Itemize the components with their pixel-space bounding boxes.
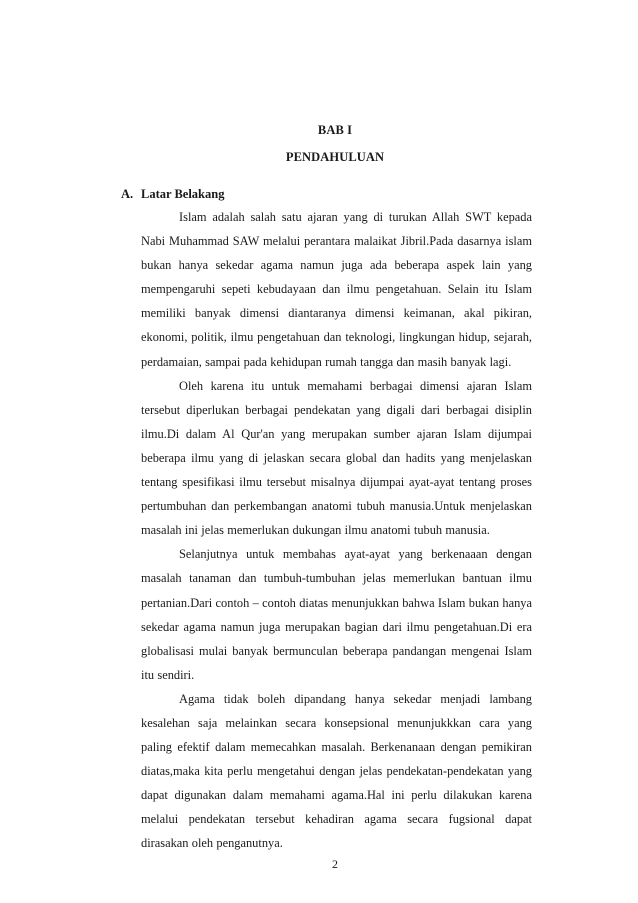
chapter-title: PENDAHULUAN xyxy=(285,150,385,164)
section-marker: A. xyxy=(121,187,134,201)
paragraph-4: Agama tidak boleh dipandang hanya sekedar menjadi lambang kesalehan saja melainkan secara konsepsional menunjukkkan cara yang paling efektif dalam memecahkan masalah. Berkenanaan dengan pemikiran diatas,maka kita perlu mengetahui dengan jelas pendekatan-pendekatan yang dapat digunakan dalam memahami agama.Hal ini perlu dilakukan karena melalui pendekatan tersebut kehadiran agama secara fugsional dapat dirasakan oleh penganutnya. xyxy=(141,691,532,851)
chapter-number: BAB I xyxy=(317,123,353,137)
paragraph-1: Islam adalah salah satu ajaran yang di turukan Allah SWT kepada Nabi Muhammad SAW melalui perantara malaikat Jibril.Pada dasarnya islam bukan hanya sekedar agama namun juga ada beberapa aspek lain yang mempengaruhi sepeti kebudayaan dan ilmu pengetahuan. Selain itu Islam memiliki banyak dimensi diantaranya dimensi keimanan, akal pikiran, ekonomi, politik, ilmu pengetahuan dan teknologi, lingkungan hidup, sejarah, perdamaian, sampai pada kehidupan rumah tangga dan masih banyak lagi. xyxy=(141,210,532,369)
page-number: 2 xyxy=(332,857,338,871)
paragraph-2: Oleh karena itu untuk memahami berbagai dimensi ajaran Islam tersebut diperlukan berbagai pendekatan yang digali dari berbagai disiplin ilmu.Di dalam Al Qur'an yang merupakan sumber ajaran Islam dijumpai beberapa ilmu yang di jelaskan secara global dan hadits yang menjelaskan tentang spesifikasi ilmu tersebut misalnya dijumpai ayat-ayat tentang proses pertumbuhan dan perkembangan anatomi tubuh manusia.Untuk menjelaskan masalah ini jelas memerlukan dukungan ilmu anatomi tubuh manusia. xyxy=(141,378,532,538)
section-title: Latar Belakang xyxy=(141,187,225,201)
body-text xyxy=(141,205,532,856)
section-heading xyxy=(121,186,224,202)
paragraph-3: Selanjutnya untuk membahas ayat-ayat yang berkenaaan dengan masalah tanaman dan tumbuh-tumbuhan jelas memerlukan bantuan ilmu pertanian.Dari contoh – contoh diatas menunjukkan bahwa Islam bukan hanya sekedar agama namun juga merupakan bagian dari ilmu pengetahuan.Di era globalisasi mulai banyak bermunculan beberapa pandangan mengenai Islam itu sendiri. xyxy=(141,547,532,682)
